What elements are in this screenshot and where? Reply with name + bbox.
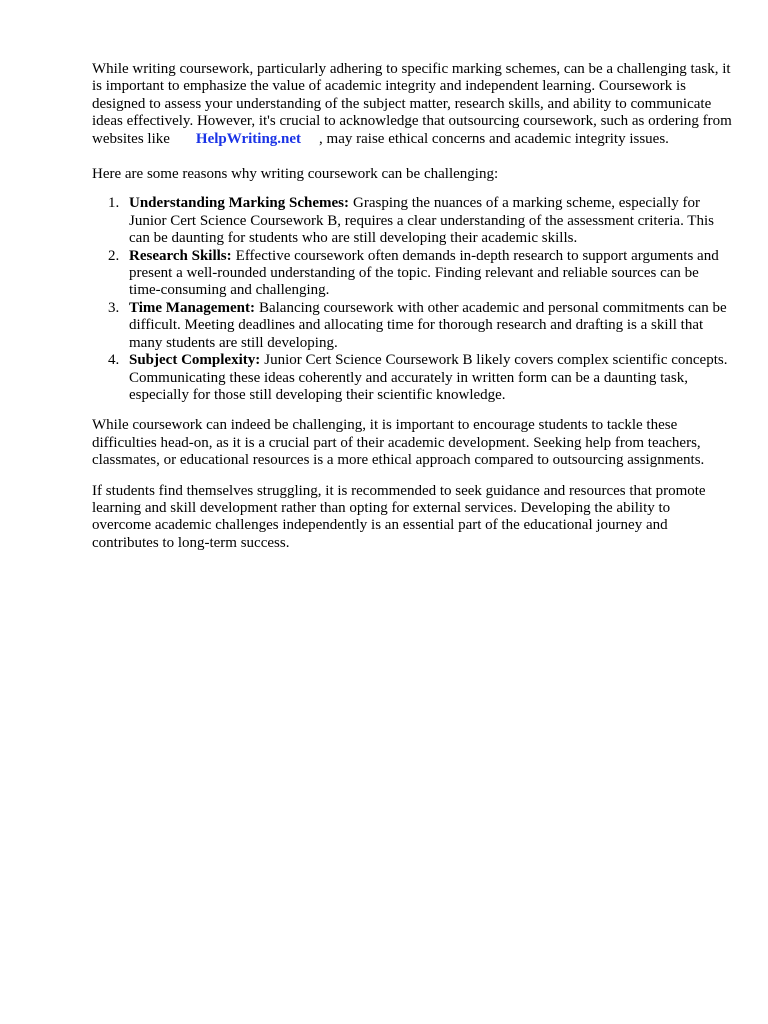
list-item bbox=[92, 352, 732, 404]
intro-paragraph bbox=[92, 61, 732, 148]
list-item-number: 1. bbox=[108, 195, 120, 212]
encouragement-paragraph: While coursework can indeed be challenging, it is important to encourage students to tackle these difficulties head-on, as it is a crucial part of their academic development. Seeking help from teachers, classmates, or educational resources is a more ethical approach compared to outsourcing assignments. bbox=[92, 417, 705, 469]
list-item-text: Junior Cert Science Coursework B likely covers complex scientific concepts. Communicating these ideas coherently and accurately in written form can be a daunting task, especially for those still developing their scientific knowledge. bbox=[129, 352, 728, 403]
list-item bbox=[92, 300, 732, 352]
list-item-number: 3. bbox=[108, 299, 120, 316]
list-item-number: 2. bbox=[108, 247, 120, 264]
list-item-term: Time Management: bbox=[129, 299, 255, 316]
list-item-text: Effective coursework often demands in-depth research to support arguments and present a well-rounded understanding of the topic. Finding relevant and reliable sources can be time-consuming and challenging. bbox=[129, 247, 719, 299]
helpwriting-link[interactable]: HelpWriting.net bbox=[195, 130, 302, 147]
list-item bbox=[92, 248, 732, 300]
conclusion-paragraph: If students find themselves struggling, it is recommended to seek guidance and resources that promote learning and skill development rather than opting for external services. Developing the ability to overcome academic challenges independently is an essential part of the educational journey and contributes to long-term success. bbox=[92, 482, 706, 551]
reasons-list bbox=[92, 195, 732, 404]
list-item-term: Research Skills: bbox=[129, 247, 232, 264]
intro-paragraph-text: While writing coursework, particularly adhering to specific marking schemes, can be a challenging task, it is important to emphasize the value of academic integrity and independent learning. Coursework is designed to assess your understanding of the subject matter, research skills, and ability to communicate ideas effectively. However, it's crucial to acknowledge that outsourcing coursework, such as ordering from websites like bbox=[92, 61, 732, 147]
list-item-text: Grasping the nuances of a marking scheme, especially for Junior Cert Science Coursework B, requires a clear understanding of the assessment criteria. This can be daunting for students who are still developing their academic skills. bbox=[129, 195, 714, 247]
list-item-term: Subject Complexity: bbox=[129, 352, 261, 369]
list-item-number: 4. bbox=[108, 352, 120, 369]
list-item-term: Understanding Marking Schemes: bbox=[129, 195, 350, 212]
document-page bbox=[92, 61, 732, 552]
reasons-intro: Here are some reasons why writing coursework can be challenging: bbox=[92, 166, 499, 183]
intro-paragraph-tail: , may raise ethical concerns and academic integrity issues. bbox=[319, 130, 669, 147]
list-item bbox=[92, 195, 732, 247]
list-item-text: Balancing coursework with other academic and personal commitments can be difficult. Meeting deadlines and allocating time for thorough research and drafting is a skill that many students are still developing. bbox=[129, 299, 727, 351]
